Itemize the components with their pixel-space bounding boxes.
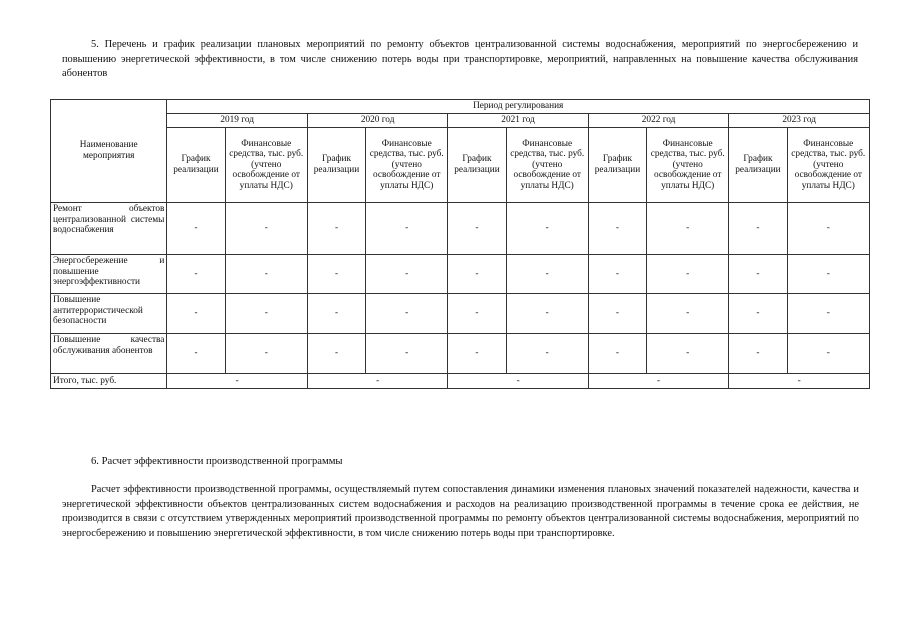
section-6-heading: 6. Расчет эффективности производственной программы bbox=[91, 456, 343, 467]
row-name: Повышение качества обслуживания абонентов bbox=[51, 334, 167, 374]
year-header: 2019 год bbox=[167, 114, 307, 128]
table-cell: - bbox=[588, 255, 646, 294]
total-cell: - bbox=[588, 374, 728, 389]
table-cell: - bbox=[729, 203, 787, 255]
table-cell: - bbox=[506, 294, 588, 334]
table-cell: - bbox=[588, 334, 646, 374]
table-cell: - bbox=[588, 203, 646, 255]
table-cell: - bbox=[729, 334, 787, 374]
schedule-column-header: График реализации bbox=[588, 128, 646, 203]
finance-column-header: Финансовые средства, тыс. руб. (учтено освобождение от уплаты НДС) bbox=[506, 128, 588, 203]
finance-column-header: Финансовые средства, тыс. руб. (учтено освобождение от уплаты НДС) bbox=[366, 128, 448, 203]
table-cell: - bbox=[225, 255, 307, 294]
section-6-text: Расчет эффективности производственной программы, осуществляемый путем сопоставления динамики изменения плановых значений показателей надежности, качества и энергетической эффективности объектов централизованных систем водоснабжения и расходов на реализацию производственной программы в течение срока ее действия, не производится в связи с отсутствием утвержденных мероприятий производственной программы по ремонту объектов централизованной системы водоснабжения, мероприятий по энергосбережению и повышению энергетической эффективности, в том числе снижению потерь воды при транспортировке. bbox=[62, 484, 859, 539]
table-cell: - bbox=[366, 294, 448, 334]
table-cell: - bbox=[647, 203, 729, 255]
table-cell: - bbox=[787, 255, 869, 294]
table-cell: - bbox=[506, 334, 588, 374]
table-cell: - bbox=[448, 255, 506, 294]
name-column-header: Наименование мероприятия bbox=[51, 100, 167, 203]
table-cell: - bbox=[647, 294, 729, 334]
table-cell: - bbox=[225, 294, 307, 334]
table-row bbox=[51, 203, 870, 255]
section-5-heading bbox=[62, 38, 858, 82]
row-name: Энергосбережение и повышение энергоэффективности bbox=[51, 255, 167, 294]
table-cell: - bbox=[647, 334, 729, 374]
table-cell: - bbox=[729, 255, 787, 294]
table-cell: - bbox=[448, 203, 506, 255]
table-cell: - bbox=[167, 255, 225, 294]
table-cell: - bbox=[167, 334, 225, 374]
table-cell: - bbox=[588, 294, 646, 334]
table-cell: - bbox=[225, 203, 307, 255]
finance-column-header: Финансовые средства, тыс. руб. (учтено освобождение от уплаты НДС) bbox=[647, 128, 729, 203]
table-cell: - bbox=[506, 255, 588, 294]
year-header: 2020 год bbox=[307, 114, 447, 128]
plan-table bbox=[50, 99, 870, 389]
finance-column-header: Финансовые средства, тыс. руб. (учтено освобождение от уплаты НДС) bbox=[225, 128, 307, 203]
year-header: 2021 год bbox=[448, 114, 588, 128]
total-cell: - bbox=[729, 374, 870, 389]
total-label: Итого, тыс. руб. bbox=[51, 374, 167, 389]
year-header: 2023 год bbox=[729, 114, 870, 128]
section-6-body bbox=[62, 483, 859, 541]
period-header: Период регулирования bbox=[167, 100, 870, 114]
year-header: 2022 год bbox=[588, 114, 728, 128]
table-cell: - bbox=[307, 334, 365, 374]
table-cell: - bbox=[366, 334, 448, 374]
table-cell: - bbox=[366, 255, 448, 294]
table-cell: - bbox=[787, 203, 869, 255]
table-cell: - bbox=[167, 203, 225, 255]
section-5-text: 5. Перечень и график реализации плановых мероприятий по ремонту объектов централизованной системы водоснабжения, мероприятий по энергосбережению и повышению энергетической эффективности, в том числе снижению потерь воды при транспортировке, мероприятий, направленных на повышение качества обслуживания абонентов bbox=[62, 39, 858, 79]
table-cell: - bbox=[787, 294, 869, 334]
schedule-column-header: График реализации bbox=[729, 128, 787, 203]
table-cell: - bbox=[506, 203, 588, 255]
table-cell: - bbox=[448, 294, 506, 334]
schedule-column-header: График реализации bbox=[307, 128, 365, 203]
row-name: Ремонт объектов централизованной системы водоснабжения bbox=[51, 203, 167, 255]
total-row bbox=[51, 374, 870, 389]
table-cell: - bbox=[167, 294, 225, 334]
table-row bbox=[51, 334, 870, 374]
table-cell: - bbox=[729, 294, 787, 334]
table-cell: - bbox=[366, 203, 448, 255]
schedule-column-header: График реализации bbox=[448, 128, 506, 203]
table-cell: - bbox=[307, 255, 365, 294]
table-cell: - bbox=[787, 334, 869, 374]
finance-column-header: Финансовые средства, тыс. руб. (учтено освобождение от уплаты НДС) bbox=[787, 128, 869, 203]
total-cell: - bbox=[167, 374, 307, 389]
table-cell: - bbox=[307, 203, 365, 255]
table-cell: - bbox=[307, 294, 365, 334]
table-cell: - bbox=[225, 334, 307, 374]
schedule-column-header: График реализации bbox=[167, 128, 225, 203]
total-cell: - bbox=[448, 374, 588, 389]
table-cell: - bbox=[647, 255, 729, 294]
row-name: Повышение антитеррористической безопасности bbox=[51, 294, 167, 334]
table-row bbox=[51, 255, 870, 294]
total-cell: - bbox=[307, 374, 447, 389]
table-cell: - bbox=[448, 334, 506, 374]
table-row bbox=[51, 294, 870, 334]
